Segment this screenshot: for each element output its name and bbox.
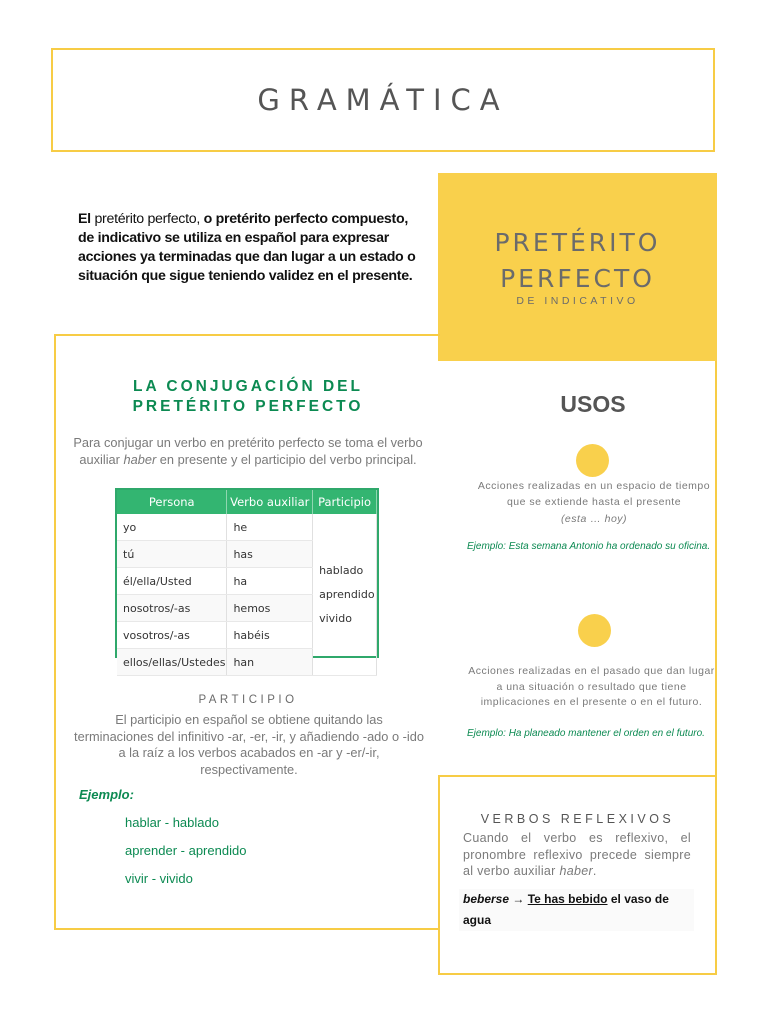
usos-item1-example-text: Esta semana Antonio ha ordenado su oficina. bbox=[508, 541, 711, 552]
cell-persona: nosotros/-as bbox=[117, 595, 227, 622]
intro-paragraph bbox=[78, 210, 423, 286]
conjugation-title bbox=[60, 377, 436, 417]
usos-item1-example bbox=[467, 537, 717, 557]
intro-term: pretérito perfecto, bbox=[94, 211, 200, 227]
example-item: aprender - aprendido bbox=[125, 843, 247, 858]
example-label: Ejemplo: bbox=[79, 787, 134, 802]
reflexive-desc-c: . bbox=[592, 864, 597, 878]
usos-item1-example-label: Ejemplo: bbox=[467, 541, 506, 552]
arrow-right-icon: → bbox=[512, 892, 525, 906]
bullet-dot-icon bbox=[578, 614, 611, 647]
usos-item2-example-text: Ha planeado mantener el orden en el futuro. bbox=[508, 728, 705, 739]
conjugation-title-line1: LA CONJUGACIÓN DEL bbox=[133, 378, 363, 395]
reflexive-example bbox=[459, 889, 694, 931]
conjugation-description bbox=[70, 435, 426, 468]
conjugation-table bbox=[115, 488, 379, 669]
intro-lead: El bbox=[78, 211, 91, 227]
title-box bbox=[51, 48, 715, 152]
cell-persona: él/ella/Usted bbox=[117, 568, 227, 595]
conjugation-desc-a: Para conjugar un verbo en pretérito perfecto se toma el verbo auxiliar bbox=[73, 435, 423, 467]
cell-persona: tú bbox=[117, 541, 227, 568]
cell-persona: vosotros/-as bbox=[117, 622, 227, 649]
reflexive-desc-haber: haber bbox=[559, 864, 593, 878]
usos-title: USOS bbox=[560, 391, 626, 417]
tense-banner bbox=[438, 173, 717, 361]
cell-participios bbox=[313, 514, 377, 676]
participio-title: PARTICIPIO bbox=[198, 694, 298, 706]
example-item: vivir - vivido bbox=[125, 871, 193, 886]
usos-item2-example-label: Ejemplo: bbox=[467, 728, 506, 739]
cell-persona: yo bbox=[117, 514, 227, 541]
page-title: GRAMÁTICA bbox=[257, 83, 509, 117]
usos-item2-text: Acciones realizadas en el pasado que dan lugar a una situación o resultado que tiene implicaciones en el presente o en el futuro. bbox=[468, 665, 715, 708]
cell-persona: ellos/ellas/Ustedes bbox=[117, 649, 227, 676]
banner-line1: PRETÉRITO bbox=[494, 228, 661, 257]
header-persona: Persona bbox=[117, 490, 227, 514]
reflexive-example-verb: beberse bbox=[463, 892, 510, 906]
reflexive-example-rest: el vaso de agua bbox=[463, 892, 669, 927]
usos-item2-example bbox=[467, 727, 717, 740]
reflexive-description bbox=[463, 830, 691, 880]
cell-auxiliar: habéis bbox=[227, 622, 313, 649]
header-verbo-auxiliar: Verbo auxiliar bbox=[227, 490, 313, 514]
cell-auxiliar: has bbox=[227, 541, 313, 568]
usos-frame bbox=[438, 361, 717, 775]
conjugation-desc-haber: haber bbox=[123, 451, 157, 467]
usos-item1-note: (esta … hoy) bbox=[560, 513, 628, 525]
cell-auxiliar: hemos bbox=[227, 595, 313, 622]
banner-line2: PERFECTO bbox=[500, 264, 655, 293]
participle-item: vivido bbox=[319, 611, 352, 625]
bullet-dot-icon bbox=[576, 444, 609, 477]
reflexive-example-phrase: Te has bebido bbox=[527, 892, 608, 906]
cell-auxiliar: he bbox=[227, 514, 313, 541]
cell-auxiliar: ha bbox=[227, 568, 313, 595]
header-participio: Participio bbox=[313, 490, 377, 514]
cell-auxiliar: han bbox=[227, 649, 313, 676]
conjugation-desc-c: en presente y el participio del verbo principal. bbox=[159, 451, 417, 467]
intro-rest: o pretérito perfecto compuesto, de indicativo se utiliza en español para expresar acciones ya terminadas que dan lugar a un estado o situación que sigue teniendo validez en el presente. bbox=[78, 211, 416, 284]
reflexive-title: VERBOS REFLEXIVOS bbox=[480, 812, 675, 826]
table-row bbox=[117, 514, 377, 541]
participle-item: aprendido bbox=[319, 587, 375, 601]
conjugation-title-line2: PRETÉRITO PERFECTO bbox=[132, 398, 364, 415]
example-item: hablar - hablado bbox=[125, 815, 219, 830]
banner-subtitle: DE INDICATIVO bbox=[516, 295, 639, 307]
participio-description: El participio en español se obtiene quitando las terminaciones del infinitivo -ar, -er, -ir, y añadiendo -ado o -ido a la raíz a los verbos acabados en -ar y -er/-ir, respectivamente. bbox=[74, 712, 424, 777]
reflexive-desc-a: Cuando el verbo es reflexivo, el pronombre reflexivo precede siempre al verbo auxiliar bbox=[463, 831, 691, 878]
usos-item1-text: Acciones realizadas en un espacio de tiempo que se extiende hasta el presente bbox=[477, 480, 711, 508]
participle-item: hablado bbox=[319, 563, 364, 577]
